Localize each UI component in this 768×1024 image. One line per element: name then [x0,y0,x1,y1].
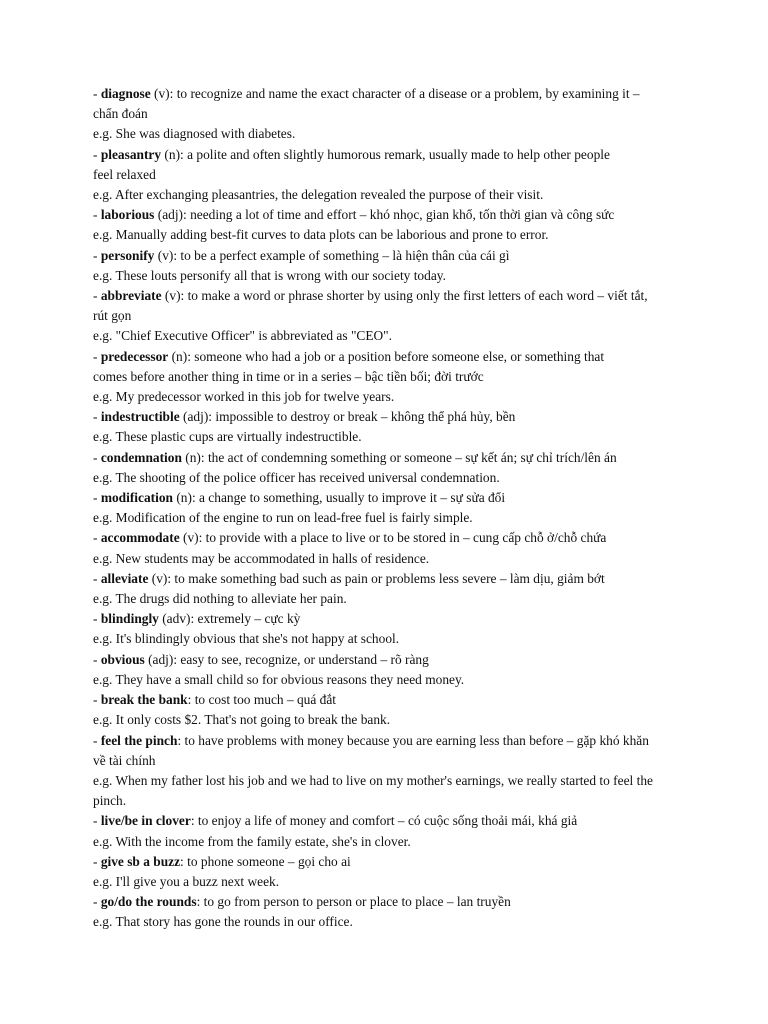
term: diagnose [100,86,151,101]
example-sentence: e.g. These plastic cups are virtually indestructible. [93,429,362,445]
definition-line: - condemnation (n): the act of condemning something or someone – sự kết án; sự chỉ trích/lên án [93,449,617,465]
vocab-entry [93,811,748,851]
vocab-entry [93,892,748,932]
definition-text: : to have problems with money because you are earning less than before – gặp khó khăn [177,732,649,748]
definition-line: - obvious (adj): easy to see, recognize, or understand – rõ ràng [93,651,429,667]
definition-text: (v): to make something bad such as pain or problems less severe – làm dịu, giảm bớt [148,570,605,586]
term: abbreviate [100,288,162,304]
definition-line: - pleasantry (n): a polite and often slightly humorous remark, usually made to help other people [93,146,610,162]
vocab-entry [93,690,748,730]
vocab-entry [93,528,748,568]
definition-line: - indestructible (adj): impossible to destroy or break – không thể phá hủy, bền [93,409,516,425]
definition-text: : to enjoy a life of money and comfort – có cuộc sống thoải mái, khá giả [190,813,578,829]
definition-line: - alleviate (v): to make something bad such as pain or problems less severe – làm dịu, giảm bớt [93,570,605,586]
term: personify [100,247,155,263]
example-sentence: e.g. My predecessor worked in this job for twelve years. [93,389,395,405]
term: indestructible [100,409,180,425]
example-sentence: e.g. That story has gone the rounds in our office. [93,914,353,930]
vocab-entry [93,650,748,690]
definition-text: (v): to make a word or phrase shorter by using only the first letters of each word – viết tắt, [161,288,648,304]
definition-line: - go/do the rounds: to go from person to person or place to place – lan truyền [93,894,511,910]
vocab-entry [93,609,748,649]
definition-line: - laborious (adj): needing a lot of time and effort – khó nhọc, gian khổ, tốn thời gian và công sức [93,207,615,223]
vocab-entry [93,448,748,488]
definition-text: (n): someone who had a job or a position before someone else, or something that [168,348,605,364]
term: laborious [100,207,155,223]
example-sentence: e.g. With the income from the family estate, she's in clover. [93,833,411,849]
example-sentence: e.g. Manually adding best-fit curves to data plots can be laborious and prone to error. [93,227,549,243]
definition-continuation: rút gọn [93,308,132,324]
definition-text: (n): the act of condemning something or someone – sự kết án; sự chỉ trích/lên án [181,449,617,465]
example-sentence: pinch. [93,793,127,809]
example-sentence: e.g. These louts personify all that is wrong with our society today. [93,267,446,283]
term: predecessor [100,348,169,364]
vocab-entry [93,286,748,347]
definition-text: (n): a polite and often slightly humorous remark, usually made to help other people [161,146,610,162]
vocab-entry [93,569,748,609]
vocab-entry [93,246,748,286]
definition-line: - give sb a buzz: to phone someone – gọi cho ai [93,853,351,869]
term: give sb a buzz [100,853,181,869]
term: accommodate [100,530,180,546]
vocab-entry [93,145,748,206]
definition-text: (adj): impossible to destroy or break – không thể phá hủy, bền [179,409,516,425]
term: feel the pinch [100,732,178,748]
definition-text: (v): to recognize and name the exact character of a disease or a problem, by examining it – [150,86,640,101]
example-sentence: e.g. It's blindingly obvious that she's not happy at school. [93,631,400,647]
term: go/do the rounds [100,894,197,910]
definition-line: - feel the pinch: to have problems with money because you are earning less than before – gặp khó khăn [93,732,649,748]
example-sentence: e.g. They have a small child so for obvious reasons they need money. [93,671,465,687]
definition-line: - live/be in clover: to enjoy a life of money and comfort – có cuộc sống thoải mái, khá giả [93,813,578,829]
term: obvious [100,651,145,667]
example-sentence: e.g. New students may be accommodated in halls of residence. [93,550,430,566]
example-sentence: e.g. After exchanging pleasantries, the delegation revealed the purpose of their visit. [93,187,544,203]
definition-line: - blindingly (adv): extremely – cực kỳ [93,611,301,627]
term: condemnation [100,449,182,465]
definition-line: - predecessor (n): someone who had a job or a position before someone else, or something that [93,348,605,364]
example-sentence: e.g. "Chief Executive Officer" is abbreviated as "CEO". [93,328,393,344]
definition-text: (adj): easy to see, recognize, or understand – rõ ràng [144,651,429,667]
definition-continuation: về tài chính [93,752,156,768]
term: live/be in clover [100,813,191,829]
term: alleviate [100,570,149,586]
definition-continuation: feel relaxed [93,166,156,182]
term: blindingly [100,611,159,627]
vocab-entry [93,488,748,528]
example-sentence: e.g. The drugs did nothing to alleviate her pain. [93,591,347,607]
definition-text: : to cost too much – quá đắt [187,692,337,708]
definition-line: - accommodate (v): to provide with a place to live or to be stored in – cung cấp chỗ ở/chỗ chứa [93,530,607,546]
definition-line: - diagnose (v): to recognize and name the exact character of a disease or a problem, by examining it – [93,86,640,101]
definition-text: : to go from person to person or place to place – lan truyền [196,894,511,910]
vocab-entry [93,205,748,245]
definition-text: (adj): needing a lot of time and effort – khó nhọc, gian khổ, tốn thời gian và công sức [154,207,615,223]
definition-line: - personify (v): to be a perfect example of something – là hiện thân của cái gì [93,247,510,263]
example-sentence: e.g. When my father lost his job and we had to live on my mother's earnings, we really started to feel the [93,772,653,788]
example-sentence: e.g. She was diagnosed with diabetes. [93,126,296,142]
definition-line: - modification (n): a change to something, usually to improve it – sự sửa đổi [93,490,506,506]
definition-continuation: chẩn đoán [93,106,148,122]
vocab-entry [93,347,748,408]
example-sentence: e.g. Modification of the engine to run on lead-free fuel is fairly simple. [93,510,473,526]
definition-text: (v): to be a perfect example of something – là hiện thân của cái gì [154,247,510,263]
definition-continuation: comes before another thing in time or in a series – bậc tiền bối; đời trước [93,368,484,384]
vocab-entry [93,852,748,892]
example-sentence: e.g. It only costs $2. That's not going to break the bank. [93,712,391,728]
vocab-entry [93,84,748,145]
example-sentence: e.g. I'll give you a buzz next week. [93,873,280,889]
example-sentence: e.g. The shooting of the police officer has received universal condemnation. [93,469,500,485]
definition-text: (n): a change to something, usually to improve it – sự sửa đổi [172,490,506,506]
term: pleasantry [100,146,162,162]
definition-line: - abbreviate (v): to make a word or phrase shorter by using only the first letters of each word – viết tắt, [93,288,648,304]
term: modification [100,490,173,506]
vocab-entry [93,407,748,447]
definition-text: (v): to provide with a place to live or to be stored in – cung cấp chỗ ở/chỗ chứa [179,530,607,546]
term: break the bank [100,692,188,708]
definition-text: (adv): extremely – cực kỳ [158,611,301,627]
definition-line: - break the bank: to cost too much – quá đắt [93,692,337,708]
vocabulary-list [93,84,748,933]
vocab-entry [93,731,748,812]
definition-text: : to phone someone – gọi cho ai [180,853,351,869]
